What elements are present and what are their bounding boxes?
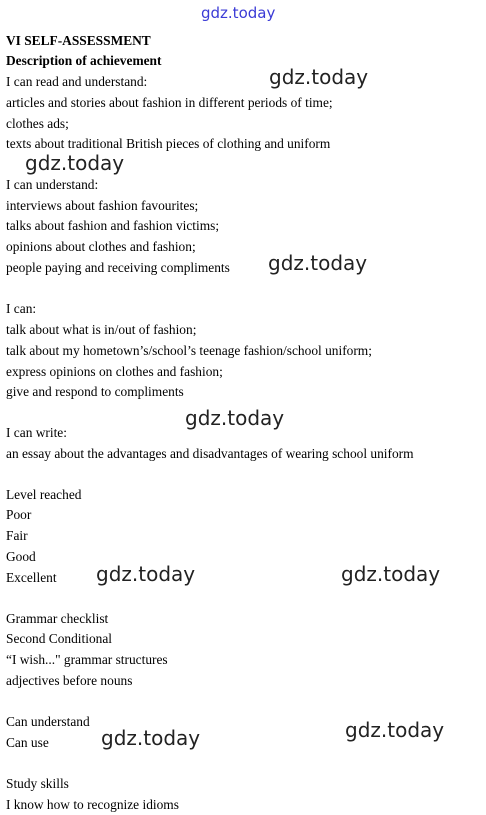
listening-heading: I can understand:: [6, 177, 99, 192]
watermark: gdz.today: [269, 65, 369, 89]
grammar-item: Second Conditional: [6, 631, 113, 646]
list-item: talk about what is in/out of fashion;: [6, 322, 197, 337]
list-item: opinions about clothes and fashion;: [6, 239, 196, 254]
ability-item: Can use: [6, 735, 49, 750]
list-item: talks about fashion and fashion victims;: [6, 218, 220, 233]
list-item: people paying and receiving compliments: [6, 260, 230, 275]
level-item: Fair: [6, 528, 28, 543]
level-heading: Level reached: [6, 487, 82, 502]
list-item: an essay about the advantages and disadvantages of wearing school uniform: [6, 446, 414, 461]
watermark: gdz.today: [185, 406, 285, 430]
level-item: Good: [6, 549, 36, 564]
grammar-item: adjectives before nouns: [6, 673, 133, 688]
study-heading: Study skills: [6, 776, 69, 791]
study-item: I know how to recognize idioms: [6, 797, 179, 812]
list-item: clothes ads;: [6, 116, 69, 131]
speaking-heading: I can:: [6, 301, 37, 316]
writing-heading: I can write:: [6, 425, 67, 440]
watermark: gdz.today: [101, 726, 201, 750]
list-item: give and respond to compliments: [6, 384, 184, 399]
page-subtitle: Description of achievement: [6, 53, 162, 68]
list-item: interviews about fashion favourites;: [6, 198, 199, 213]
grammar-heading: Grammar checklist: [6, 611, 109, 626]
list-item: express opinions on clothes and fashion;: [6, 364, 223, 379]
ability-item: Can understand: [6, 714, 90, 729]
watermark: gdz.today: [25, 151, 125, 175]
header-watermark: gdz.today: [201, 4, 276, 22]
watermark: gdz.today: [341, 562, 441, 586]
watermark: gdz.today: [268, 251, 368, 275]
level-item: Excellent: [6, 570, 57, 585]
list-item: texts about traditional British pieces of clothing and uniform: [6, 136, 331, 151]
watermark: gdz.today: [96, 562, 196, 586]
watermark: gdz.today: [345, 718, 445, 742]
list-item: talk about my hometown’s/school’s teenage fashion/school uniform;: [6, 343, 372, 358]
level-item: Poor: [6, 507, 32, 522]
list-item: articles and stories about fashion in different periods of time;: [6, 95, 333, 110]
reading-heading: I can read and understand:: [6, 74, 148, 89]
page-title: VI SELF-ASSESSMENT: [6, 33, 151, 48]
grammar-item: “I wish..." grammar structures: [6, 652, 168, 667]
